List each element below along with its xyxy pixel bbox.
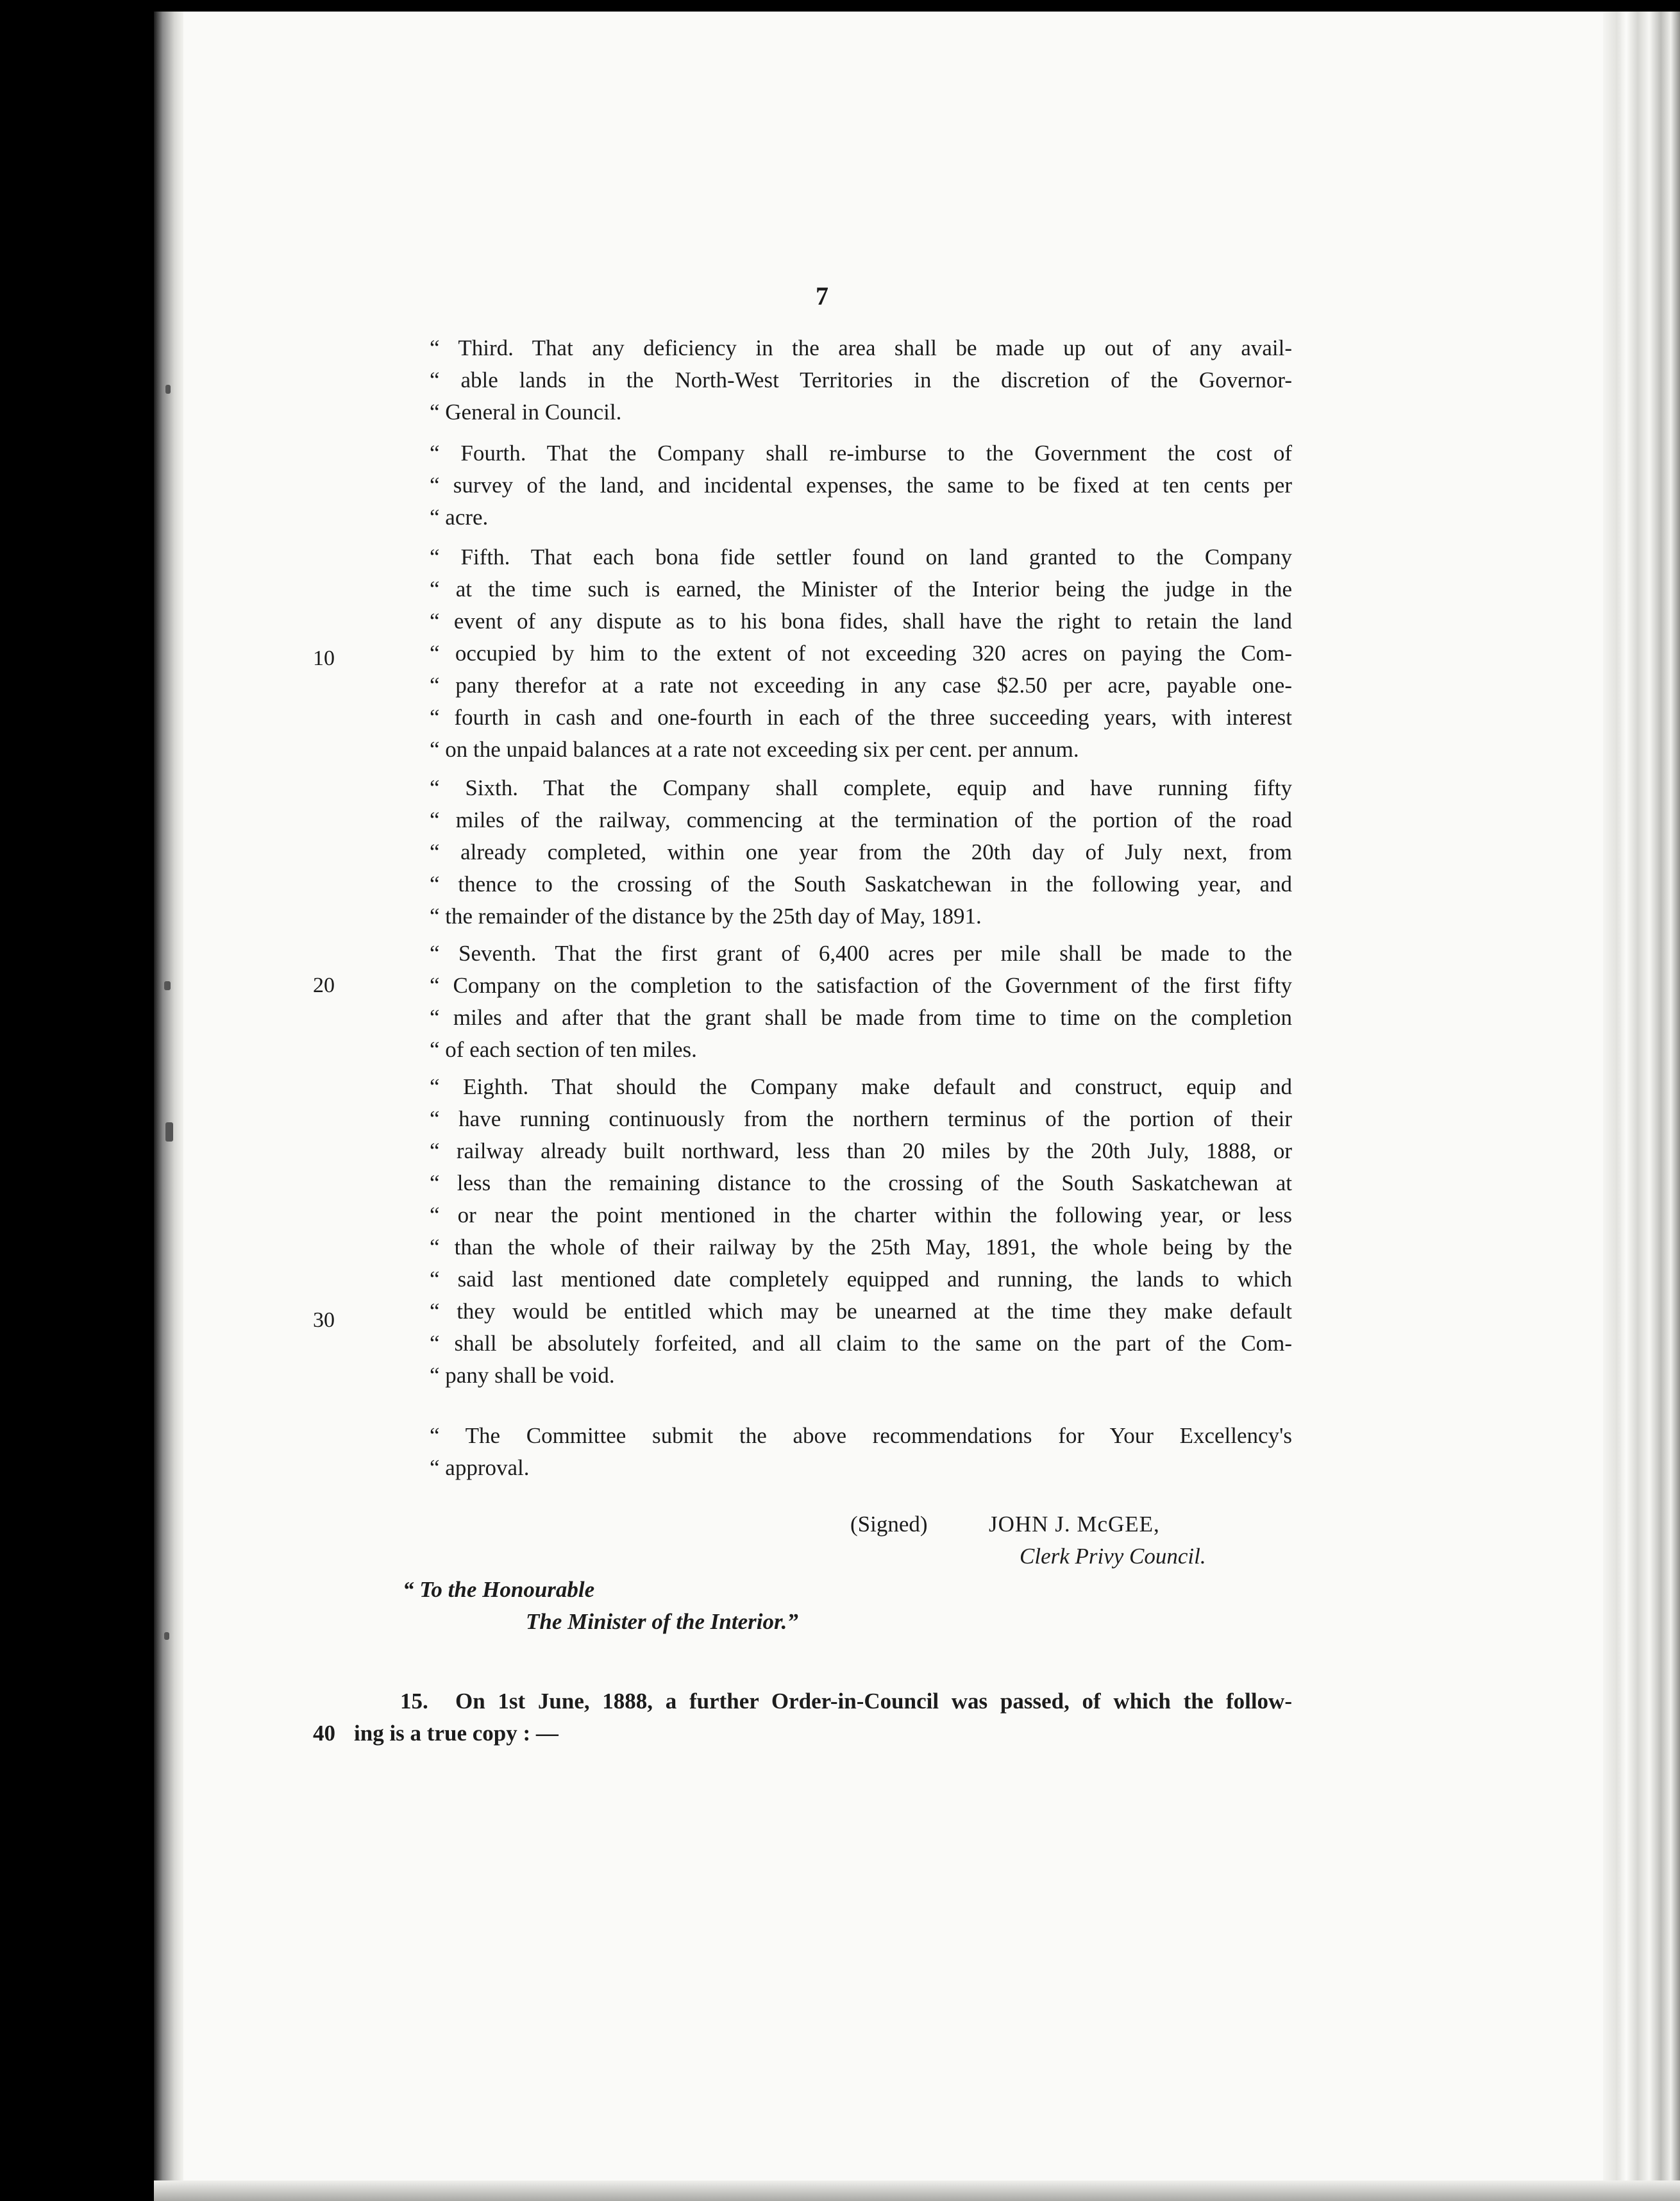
paragraph-fourth [430,437,1292,534]
text-line: “ pany therefor at a rate not exceeding in any case $2.50 per acre, payable one- [430,673,1292,698]
text-line: “ approval. [430,1455,530,1480]
paragraph-third [430,332,1292,428]
text-line: “ able lands in the North-West Territories in the discretion of the Governor- [430,367,1292,392]
text-line: “ less than the remaining distance to the crossing of the South Saskatchewan at [430,1170,1292,1195]
address-line-1: “ To the Honourable [403,1577,595,1602]
paragraph-sixth [430,772,1292,932]
paragraph-fifth [430,541,1292,766]
line-number: 30 [313,1308,335,1332]
text-line: “ or near the point mentioned in the charter within the following year, or less [430,1202,1292,1227]
text-line: “ shall be absolutely forfeited, and all claim to the same on the part of the Com- [430,1331,1292,1356]
text-line: On 1st June, 1888, a further Order-in-Council was passed, of which the follow- [455,1689,1292,1714]
text-line: “ than the whole of their railway by the 25th May, 1891, the whole being by the [430,1235,1292,1260]
page-bottom-edge [154,2180,1680,2201]
text-line: “ thence to the crossing of the South Saskatchewan in the following year, and [430,872,1292,897]
text-line: “ Fourth. That the Company shall re-imburse to the Government the cost of [430,441,1292,466]
binding-speck [165,1122,173,1142]
paragraph-committee [430,1420,1292,1484]
text-line: “ occupied by him to the extent of not exceeding 320 acres on paying the Com- [430,641,1292,666]
signatory-title: Clerk Privy Council. [1020,1544,1206,1569]
text-line: “ miles of the railway, commencing at the termination of the portion of the road [430,807,1292,832]
text-line: “ railway already built northward, less than 20 miles by the 20th July, 1888, or [430,1138,1292,1163]
text-line: “ pany shall be void. [430,1363,615,1388]
paragraph-15 [455,1685,1292,1717]
signed-label: (Signed) [850,1512,928,1537]
text-line: “ Sixth. That the Company shall complete, equip and have running fifty [430,775,1292,800]
text-line: “ Seventh. That the first grant of 6,400 acres per mile shall be made to the [430,941,1292,966]
paragraph-seventh [430,938,1292,1066]
text-line: “ of each section of ten miles. [430,1037,697,1062]
text-line: “ Company on the completion to the satisfaction of the Government of the first fifty [430,973,1292,998]
binding-speck [164,1632,169,1640]
text-line: ing is a true copy : — [354,1721,559,1746]
paragraph-number: 15. [400,1689,428,1714]
text-line: “ on the unpaid balances at a rate not exceeding six per cent. per annum. [430,737,1079,762]
text-line: “ General in Council. [430,400,622,425]
text-line: “ Fifth. That each bona fide settler found on land granted to the Company [430,544,1292,569]
text-line: “ survey of the land, and incidental expenses, the same to be fixed at ten cents per [430,473,1292,498]
signatory-name: JOHN J. McGEE, [989,1512,1160,1537]
text-line: “ already completed, within one year from the 20th day of July next, from [430,839,1292,864]
text-line: “ the remainder of the distance by the 25th day of May, 1891. [430,904,982,929]
text-line: “ fourth in cash and one-fourth in each of the three succeeding years, with interest [430,705,1292,730]
text-line: “ The Committee submit the above recommendations for Your Excellency's [430,1423,1292,1448]
text-line: “ event of any dispute as to his bona fides, shall have the right to retain the land [430,609,1292,634]
page-number: 7 [816,282,828,310]
binding-speck [164,981,171,990]
text-line: “ at the time such is earned, the Minister of the Interior being the judge in the [430,577,1292,602]
text-line: “ acre. [430,505,489,530]
text-line: “ they would be entitled which may be unearned at the time they make default [430,1299,1292,1324]
line-number: 10 [313,646,335,670]
address-line-2: The Minister of the Interior.” [526,1609,798,1634]
text-line: “ Eighth. That should the Company make default and construct, equip and [430,1074,1292,1099]
text-line: “ said last mentioned date completely equipped and running, the lands to which [430,1267,1292,1292]
binding-edge [154,12,183,2201]
binding-speck [165,385,171,394]
paragraph-eighth [430,1071,1292,1392]
line-number: 40 [313,1721,335,1746]
text-line: “ Third. That any deficiency in the area shall be made up out of any avail- [430,335,1292,360]
page-stack-edge [1603,12,1680,2201]
text-line: “ miles and after that the grant shall be made from time to time on the completion [430,1005,1292,1030]
text-line: “ have running continuously from the northern terminus of the portion of their [430,1106,1292,1131]
line-number: 20 [313,974,335,997]
